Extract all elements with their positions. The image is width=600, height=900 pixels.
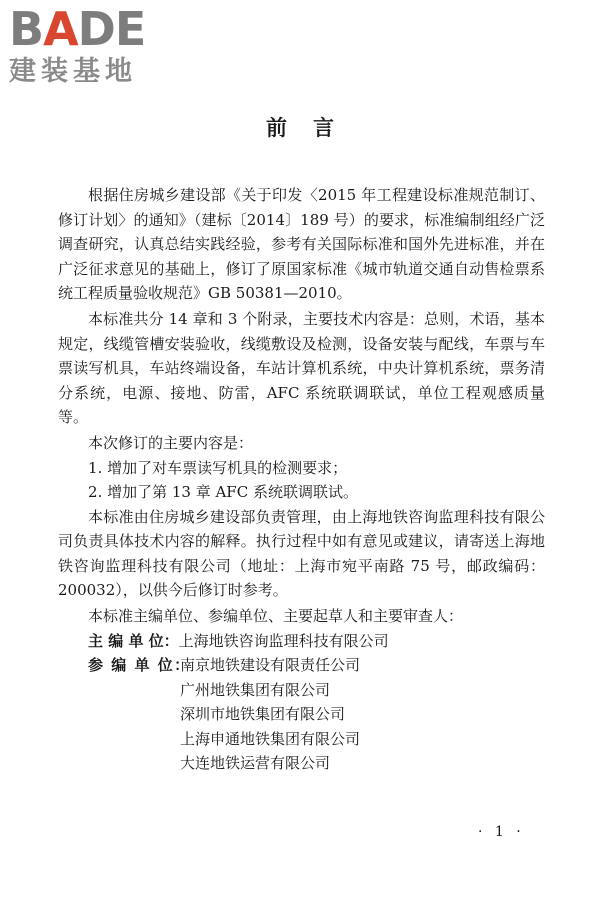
paragraph-revision-intro: 本次修订的主要内容是：: [88, 434, 254, 452]
chief-editor-row: [88, 629, 545, 654]
participant-org: 深圳市地铁集团有限公司: [180, 705, 346, 723]
participant-org: 上海申通地铁集团有限公司: [180, 729, 361, 748]
paragraph-revision-1: 1. 增加了对车票读写机具的检测要求；: [88, 458, 348, 477]
participant-org: 大连地铁运营有限公司: [180, 754, 331, 772]
participant-org: 广州地铁集团有限公司: [180, 680, 331, 699]
logo-subtitle: 建装基地: [9, 56, 137, 87]
logo-wordmark: BADE: [9, 2, 146, 56]
participants-label: 参 编 单 位：: [88, 656, 191, 674]
page-title: 前言: [266, 115, 360, 140]
preface-body: [58, 183, 545, 776]
paragraph-units-intro: 本标准主编单位、参编单位、主要起草人和主要审查人：: [88, 607, 464, 625]
paragraph-management: 本标准由住房城乡建设部负责管理，由上海地铁咨询监理科技有限公司负责具体技术内容的解释。执行过程中如有意见或建议，请寄送上海地铁咨询监理科技有限公司（地址：上海市宛平南路 75 号，邮政编码：200032），以供今后修订时参考。: [58, 507, 545, 599]
paragraph-revision-2: 2. 增加了第 13 章 AFC 系统联调联试。: [88, 483, 358, 501]
paragraph-basis: 根据住房城乡建设部《关于印发〈2015 年工程建设标准规范制订、修订计划〉的通知》（建标〔2014〕189 号）的要求，标准编制组经广泛调查研究，认真总结实践经验，参考有关国际标准和国外先进标准，并在广泛征求意见的基础上，修订了原国家标准《城市轨道交通自动售检票系统工程质量验收规范》GB 50381—2010。: [58, 186, 545, 302]
chief-editor-label: 主 编 单 位：: [88, 631, 179, 650]
chief-editor-org: 上海地铁咨询监理科技有限公司: [178, 631, 389, 650]
participants-row: [88, 653, 545, 776]
page-number: · 1 ·: [478, 824, 525, 840]
paragraph-content: 本标准共分 14 章和 3 个附录，主要技术内容是：总则，术语，基本规定，线缆管槽安装验收，线缆敷设及检测，设备安装与配线，车票与车票读写机具，车站终端设备，车站计算机系统，中央计算机系统，票务清分系统，电源、接地、防雷，AFC 系统联调联试，单位工程观感质量等。: [58, 310, 545, 426]
bade-logo: [9, 4, 179, 88]
participants-list: [180, 653, 360, 776]
participant-org: 南京地铁建设有限责任公司: [180, 656, 361, 674]
